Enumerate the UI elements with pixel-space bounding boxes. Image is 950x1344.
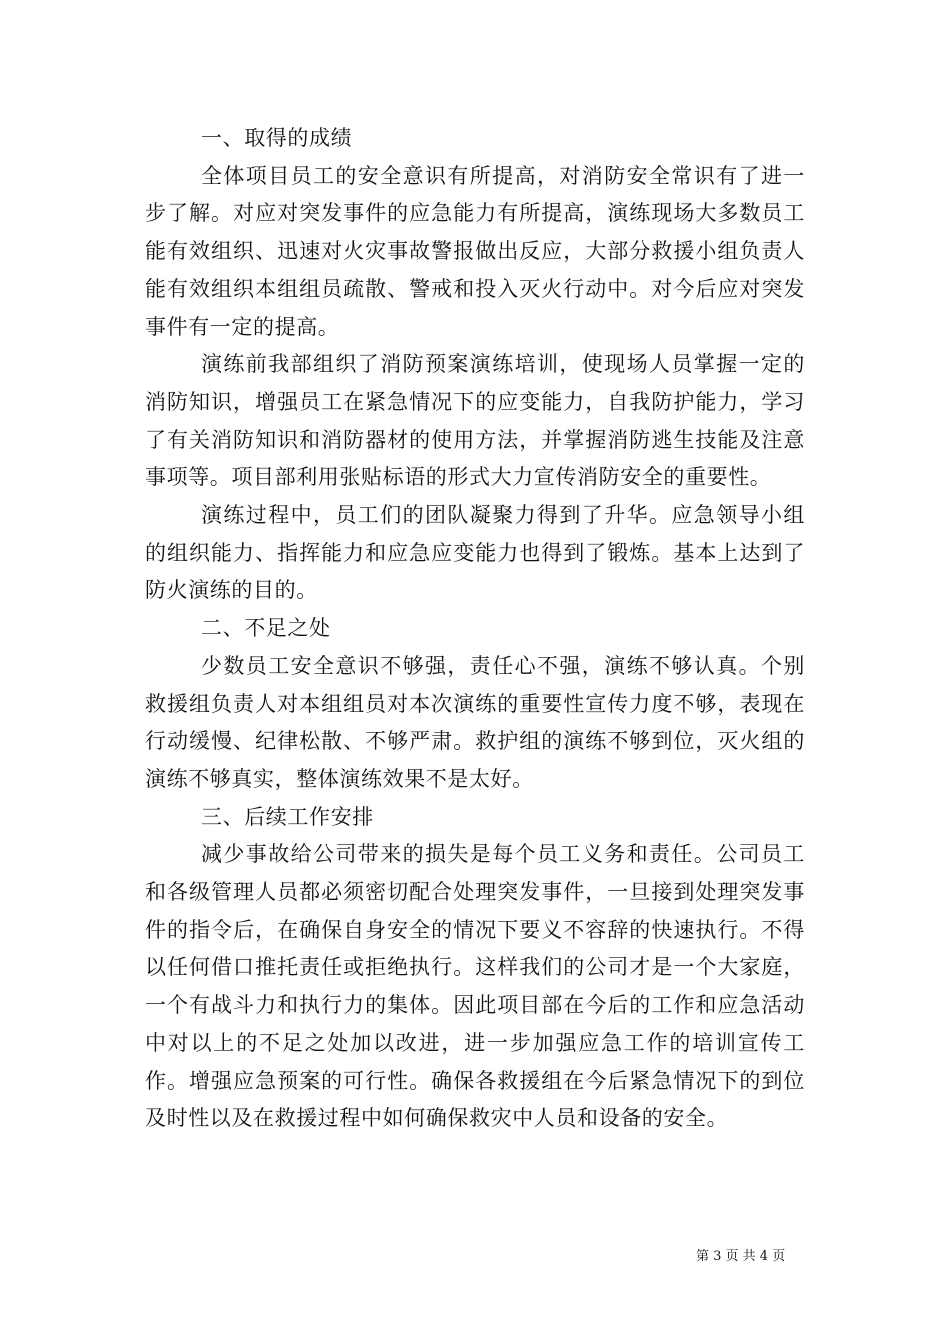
- page-number: 第 3 页 共 4 页: [696, 1249, 786, 1264]
- paragraph-achievements-2: 演练前我部组织了消防预案演练培训，使现场人员掌握一定的消防知识，增强员工在紧急情况下的应变能力，自我防护能力，学习了有关消防知识和消防器材的使用方法，并掌握消防逃生技能及注意事项等。项目部利用张贴标语的形式大力宣传消防安全的重要性。: [145, 352, 805, 490]
- paragraph-achievements-1: 全体项目员工的安全意识有所提高，对消防安全常识有了进一步了解。对应对突发事件的应急能力有所提高，演练现场大多数员工能有效组织、迅速对火灾事故警报做出反应，大部分救援小组负责人能有效组织本组组员疏散、警戒和投入灭火行动中。对今后应对突发事件有一定的提高。: [145, 163, 805, 339]
- section-heading-achievements: 一、取得的成绩: [201, 126, 353, 150]
- document-body: [145, 120, 805, 1138]
- section-heading-shortcomings: 二、不足之处: [201, 616, 331, 641]
- paragraph-shortcomings-1: 少数员工安全意识不够强，责任心不强，演练不够认真。个别救援组负责人对本组组员对本次演练的重要性宣传力度不够，表现在行动缓慢、纪律松散、不够严肃。救护组的演练不够到位，灭火组的演练不够真实，整体演练效果不是太好。: [145, 653, 805, 791]
- paragraph-achievements-3: 演练过程中，员工们的团队凝聚力得到了升华。应急领导小组的组织能力、指挥能力和应急应变能力也得到了锻炼。基本上达到了防火演练的目的。: [145, 503, 805, 603]
- section-heading-followup: 三、后续工作安排: [201, 804, 374, 829]
- paragraph-followup-1: 减少事故给公司带来的损失是每个员工义务和责任。公司员工和各级管理人员都必须密切配合处理突发事件，一旦接到处理突发事件的指令后，在确保自身安全的情况下要义不容辞的快速执行。不得以任何借口推托责任或拒绝执行。这样我们的公司才是一个大家庭，一个有战斗力和执行力的集体。因此项目部在今后的工作和应急活动中对以上的不足之处加以改进，进一步加强应急工作的培训宣传工作。增强应急预案的可行性。确保各救援组在今后紧急情况下的到位及时性以及在救援过程中如何确保救灾中人员和设备的安全。: [145, 842, 805, 1131]
